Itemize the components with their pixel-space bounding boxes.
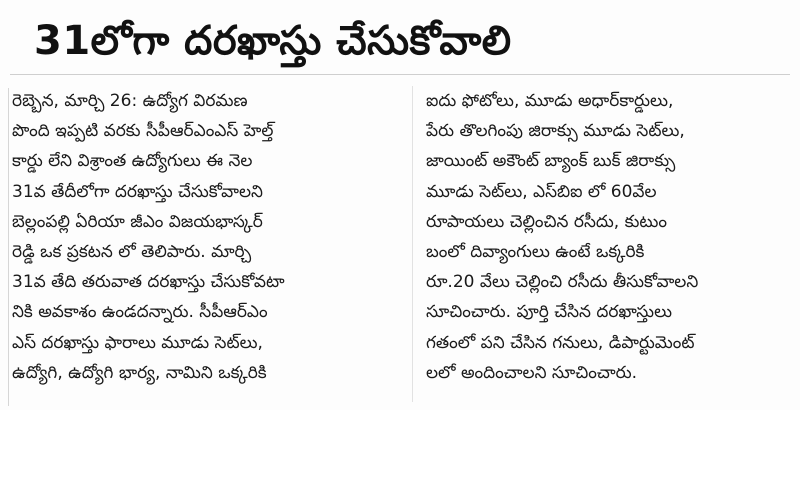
article-line: 31వ తేదీలోగా దరఖాస్తు చేసుకోవాలని [12, 181, 263, 202]
article-line: సూచించారు. పూర్తి చేసిన దరఖాస్తులు [426, 302, 672, 323]
article-line: రూపాయలు చెల్లించిన రసీదు, కుటుం [426, 211, 667, 232]
article-line: రూ.20 వేలు చెల్లించి రసీదు తీసుకోవాలని [426, 272, 699, 293]
article-line: రెడ్డి ఒక ప్రకటన లో తెలిపారు. మార్చి [12, 242, 252, 263]
article-line: గతంలో పని చేసిన గనులు, డిపార్టుమెంట్ [426, 332, 695, 353]
headline-rule [10, 74, 790, 75]
article-line: రెబ్బెన, మార్చి 26: ఉద్యోగ విరమణ [12, 91, 248, 111]
article-line: బెల్లంపల్లి ఏరియా జీఎం విజయభాస్కర్ [12, 211, 263, 232]
article-line: నికి అవకాశం ఉండదన్నారు. సీపీఆర్ఎం [12, 302, 268, 323]
article-column-left [12, 86, 400, 388]
column-divider [412, 86, 413, 402]
article-line: జాయింట్ అకౌంట్ బ్యాంక్ బుక్ జిరాక్సు [426, 151, 676, 172]
article-column-right [426, 86, 794, 388]
article-line: పేరు తొలగింపు జిరాక్సు మూడు సెట్‌లు, [426, 121, 685, 142]
article-line: పొంది ఇప్పటి వరకు సీపీఆర్ఎంఎస్ హెల్త్ [12, 121, 274, 142]
article-line: 31వ తేది తరువాత దరఖాస్తు చేసుకోవటా [12, 272, 285, 293]
article-line: లలో అందించాలని సూచించారు. [426, 362, 637, 383]
article-line: ఎస్ దరఖాస్తు ఫారాలు మూడు సెట్‌లు, [12, 332, 263, 353]
article-line: మూడు సెట్‌లు, ఎస్‌బిఐ లో 60వేల [426, 181, 657, 202]
article-line: ఉద్యోగి, ఉద్యోగి భార్య, నామిని ఒక్కరికి [12, 362, 267, 383]
article-line: ఐదు ఫోటోలు, మూడు అధార్‌కార్డులు, [426, 91, 674, 111]
headline: 31లోగా దరఖాస్తు చేసుకోవాలి [34, 18, 512, 64]
article-line: కార్డు లేని విశ్రాంత ఉద్యోగులు ఈ నెల [12, 151, 253, 172]
article-line: బంలో దివ్యాంగులు ఉంటే ఒక్కరికి [426, 242, 645, 263]
